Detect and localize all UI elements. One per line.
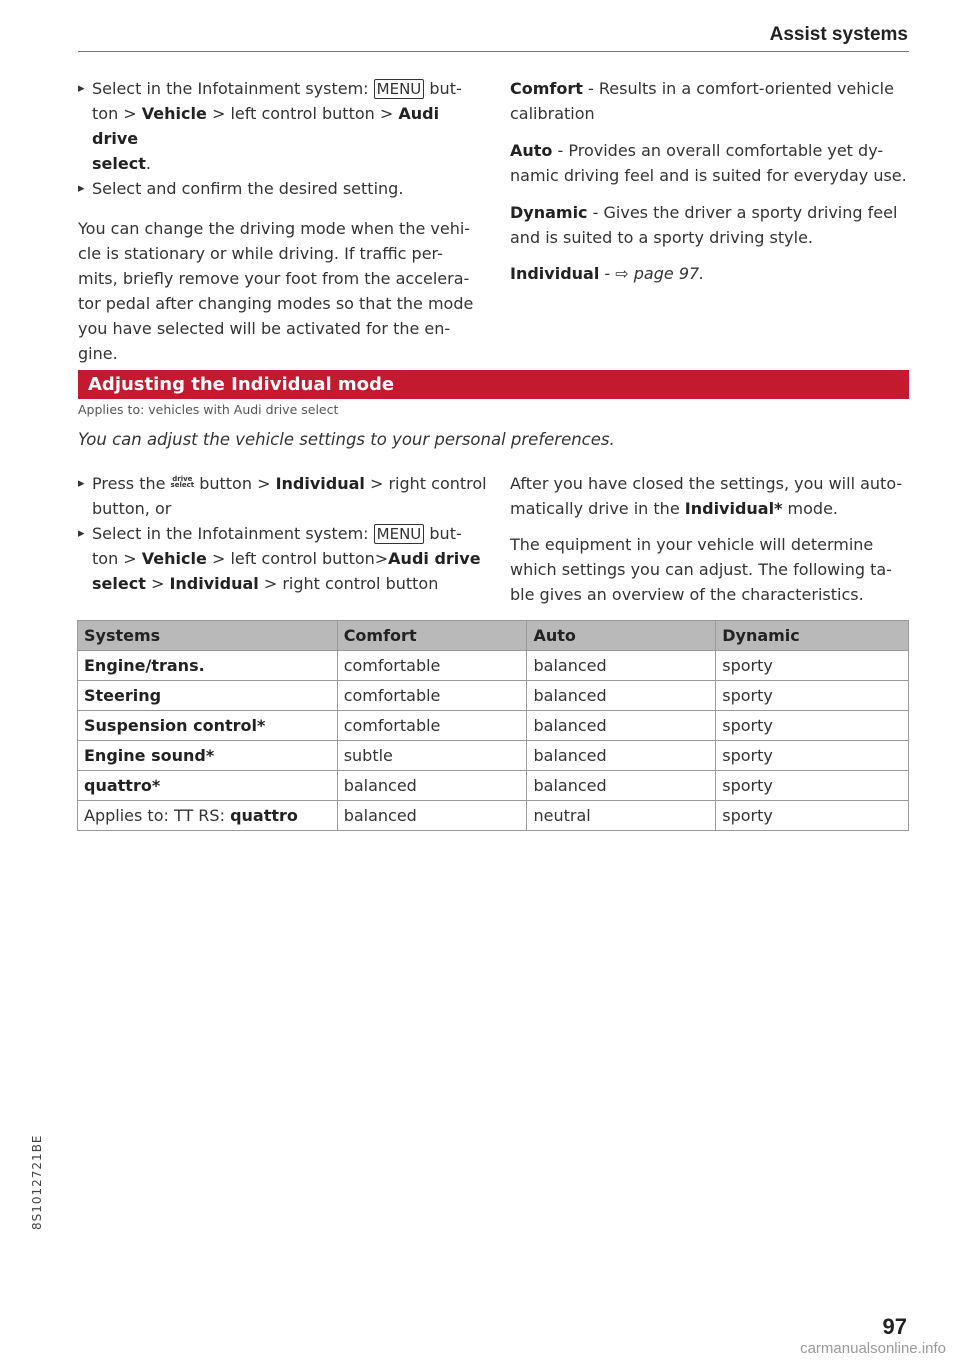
top-right-column [510, 76, 910, 286]
header-comfort: Comfort [337, 621, 527, 651]
table-cell: Steering [78, 681, 338, 711]
table-cell: balanced [527, 711, 716, 741]
section-heading: Adjusting the Individual mode [78, 370, 909, 399]
button-gt: button > [199, 474, 271, 493]
table-cell: Engine sound* [78, 741, 338, 771]
table-cell: quattro* [78, 771, 338, 801]
table-cell: Suspension control* [78, 711, 338, 741]
top-left-column [78, 76, 478, 366]
select-word: select [92, 574, 146, 593]
individual-label: Individual [169, 574, 259, 593]
step2-prefix: Select in the Infotainment system: [92, 524, 369, 543]
table-cell: balanced [527, 741, 716, 771]
para-line: tor pedal after changing modes so that the mode [78, 294, 474, 313]
auto-text: namic driving feel and is suited for everyday use. [510, 166, 907, 185]
table-row [78, 801, 909, 831]
step2-text: Select and confirm the desired setting. [92, 179, 404, 198]
p1-line1: After you have closed the settings, you will auto- [510, 474, 903, 493]
dynamic-description [510, 200, 910, 250]
page-reference-link[interactable]: - ⇨ page 97. [604, 264, 705, 283]
right-control: > right control [369, 474, 487, 493]
applies-prefix: Applies to: TT RS: [84, 806, 225, 825]
table-cell: balanced [527, 651, 716, 681]
para-line: cle is stationary or while driving. If traffic per- [78, 244, 443, 263]
p1-line2-pre: matically drive in the [510, 499, 680, 518]
auto-text: - Provides an overall comfortable yet dy- [557, 141, 884, 160]
table-cell: sporty [716, 741, 909, 771]
drive-icon-bottom: select [170, 481, 195, 489]
comfort-label: Comfort [510, 79, 583, 98]
step1-part3: ton > [92, 104, 137, 123]
table-row [78, 711, 909, 741]
table-cell: balanced [527, 681, 716, 711]
individual-label: Individual [275, 474, 365, 493]
vehicle-label: Vehicle [141, 549, 207, 568]
audi-drive-label: Audi drive [92, 104, 440, 148]
table-cell: sporty [716, 711, 909, 741]
p1-line2-post: mode. [787, 499, 839, 518]
document-code: 8S1012721BE [30, 1134, 44, 1230]
ton-gt: ton > [92, 549, 137, 568]
para-line: mits, briefly remove your foot from the accelera- [78, 269, 470, 288]
lower-left-column [78, 471, 488, 596]
menu-key: MENU [374, 524, 425, 544]
auto-drive-paragraph [510, 471, 910, 521]
comfort-description [510, 76, 910, 126]
comfort-text: - Results in a comfort-oriented vehicle [588, 79, 894, 98]
table-cell: sporty [716, 681, 909, 711]
table-row [78, 681, 909, 711]
table-cell: balanced [337, 771, 527, 801]
step1-prefix: Select in the Infotainment system: [92, 79, 369, 98]
quattro-label: quattro [230, 806, 298, 825]
table-row [78, 651, 909, 681]
header-dynamic: Dynamic [716, 621, 909, 651]
step-press-drive-select [78, 471, 488, 521]
auto-label: Auto [510, 141, 553, 160]
menu-key: MENU [374, 79, 425, 99]
comfort-text: calibration [510, 104, 595, 123]
press-the: Press the [92, 474, 166, 493]
vehicle-label: Vehicle [141, 104, 207, 123]
table-cell: subtle [337, 741, 527, 771]
para-line: you have selected will be activated for the en- [78, 319, 451, 338]
individual-label: Individual [510, 264, 600, 283]
select-word: select [92, 154, 146, 173]
button-or: button, or [92, 499, 172, 518]
table-cell: comfortable [337, 681, 527, 711]
individual-mode-label: Individual* [684, 499, 783, 518]
table-cell: Engine/trans. [78, 651, 338, 681]
equipment-paragraph [510, 532, 910, 607]
drive-icon-top: drive [172, 475, 193, 483]
step-select-infotainment: ▸ Select in the Infotainment system: MENU but- ton > Vehicle > left control button > Audi drive select. [78, 76, 478, 176]
audi-drive-label: Audi drive [388, 549, 481, 568]
header-systems: Systems [78, 621, 338, 651]
step-select-infotainment-2 [78, 521, 488, 596]
auto-description [510, 138, 910, 188]
table-cell: sporty [716, 651, 909, 681]
table-cell: comfortable [337, 711, 527, 741]
step1-part4: > left control button > [211, 104, 394, 123]
but: but- [429, 524, 462, 543]
gt: > [150, 574, 165, 593]
table-row [78, 771, 909, 801]
step1-part2: but- [429, 79, 462, 98]
driving-mode-paragraph [78, 216, 478, 366]
para-line: You can change the driving mode when the vehi- [78, 219, 471, 238]
step-confirm [78, 176, 478, 201]
drive-select-button-icon [171, 476, 195, 488]
page-number: 97 [882, 1314, 907, 1339]
table-header-row [78, 621, 909, 651]
p2-line: which settings you can adjust. The following ta- [510, 560, 892, 579]
table-cell: balanced [527, 771, 716, 801]
characteristics-table [77, 620, 909, 831]
table-cell: balanced [337, 801, 527, 831]
applies-to-note: Applies to: vehicles with Audi drive select [78, 402, 339, 417]
dynamic-text: and is suited to a sporty driving style. [510, 228, 813, 247]
left-control: > left control button> [211, 549, 389, 568]
table-cell [78, 801, 338, 831]
table-cell: sporty [716, 771, 909, 801]
header-rule [78, 51, 909, 52]
page-header-title: Assist systems [769, 24, 908, 45]
p2-line: ble gives an overview of the characteristics. [510, 585, 864, 604]
dynamic-label: Dynamic [510, 203, 588, 222]
right-control-button: > right control button [263, 574, 439, 593]
table-cell: neutral [527, 801, 716, 831]
p2-line: The equipment in your vehicle will determine [510, 535, 874, 554]
table-cell: sporty [716, 801, 909, 831]
section-intro: You can adjust the vehicle settings to your personal preferences. [78, 430, 615, 449]
header-auto: Auto [527, 621, 716, 651]
dynamic-text: - Gives the driver a sporty driving feel [592, 203, 898, 222]
lower-right-column [510, 471, 910, 607]
watermark: carmanualsonline.info [800, 1340, 946, 1357]
table-row [78, 741, 909, 771]
individual-description [510, 261, 910, 286]
table-cell: comfortable [337, 651, 527, 681]
para-line: gine. [78, 344, 118, 363]
